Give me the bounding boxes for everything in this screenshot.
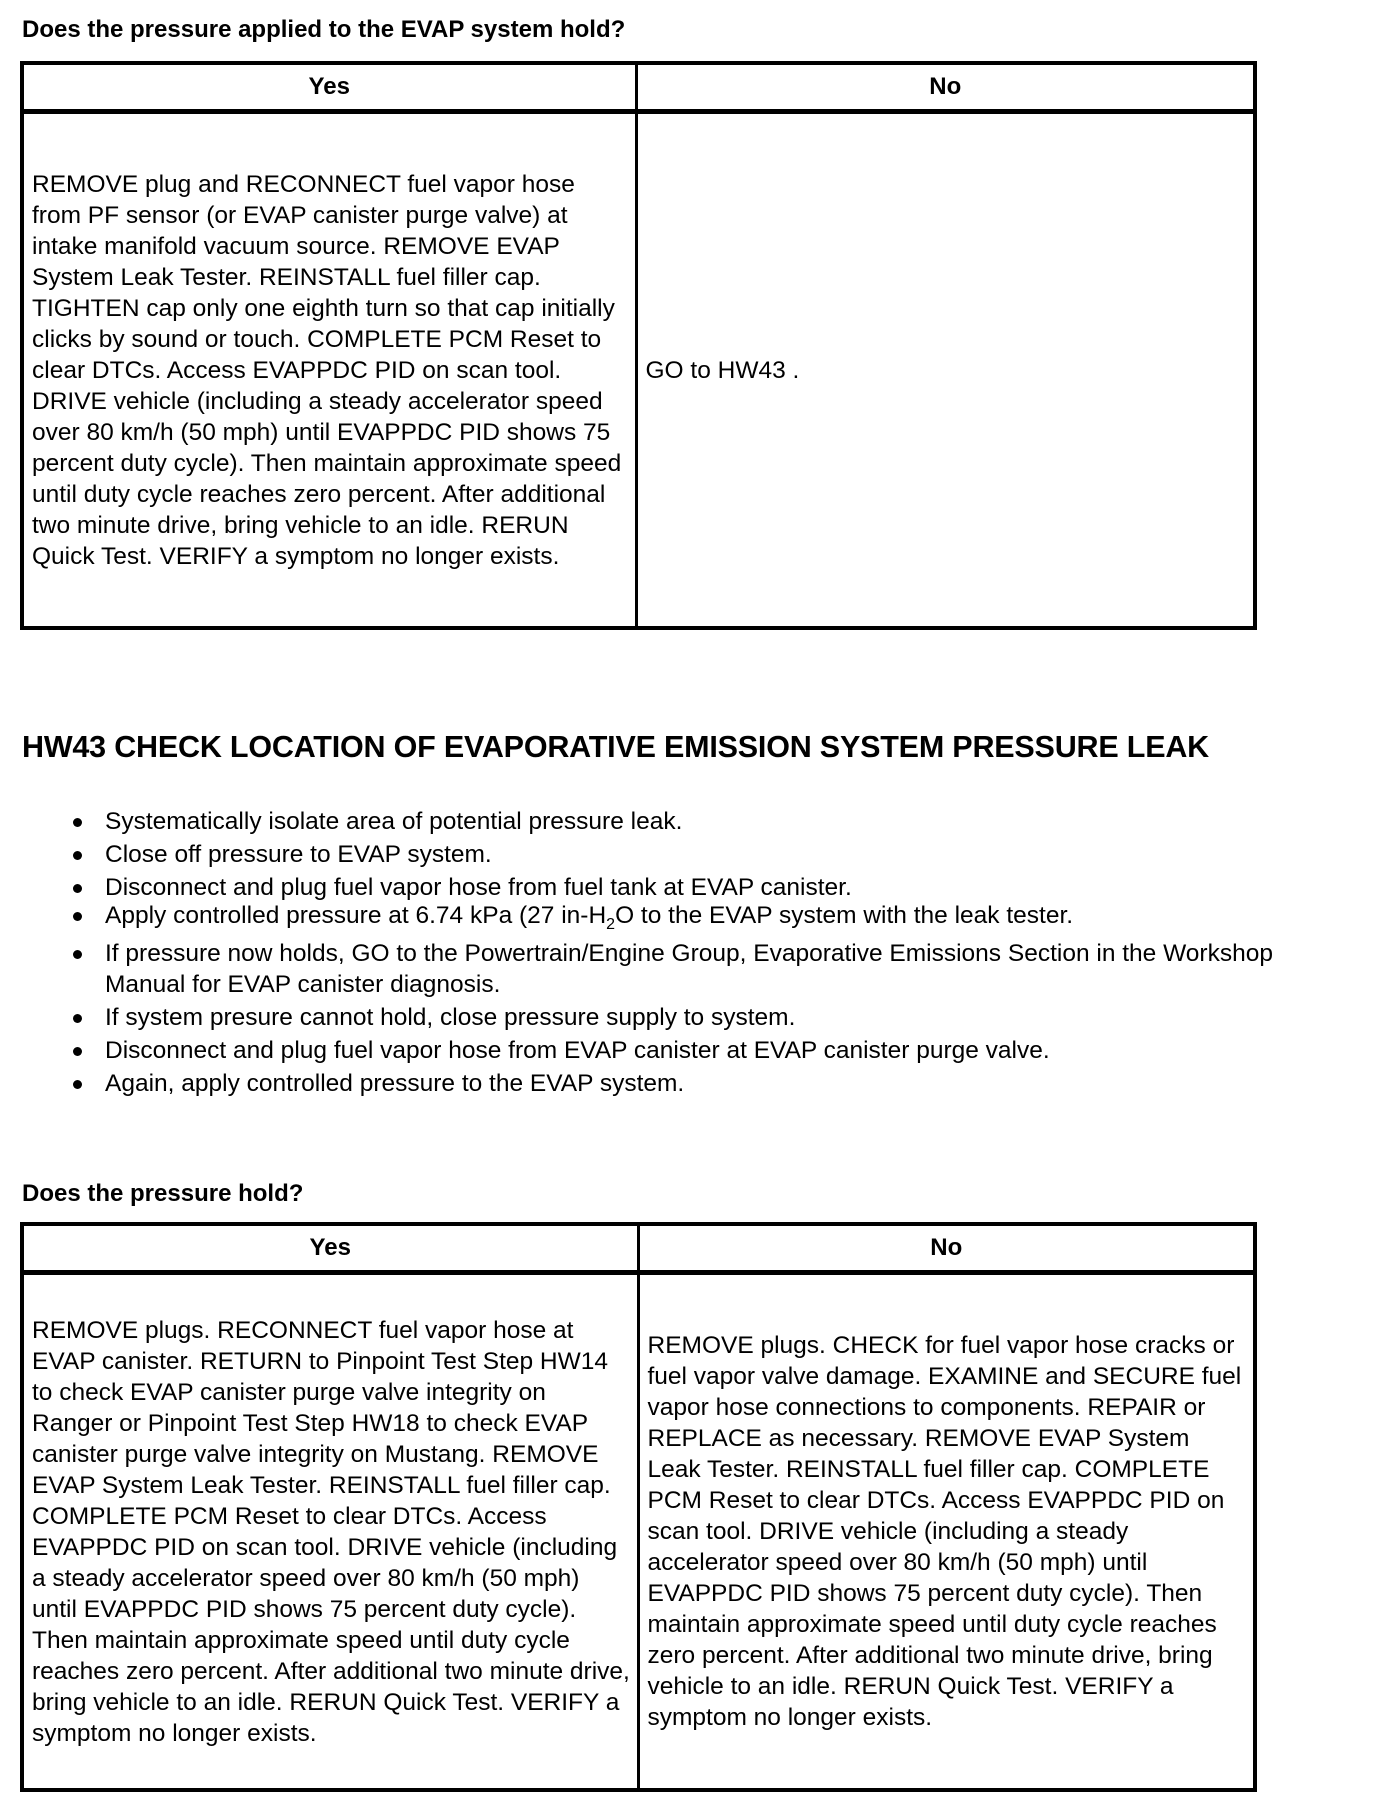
subscript-2: 2 (606, 916, 616, 933)
column-header-yes: Yes (22, 1224, 638, 1273)
list-item: If pressure now holds, GO to the Powertrain/Engine Group, Evaporative Emissions Section in the Workshop Manual for EVAP canister diagnosis. (60, 938, 1350, 1000)
column-header-yes: Yes (22, 63, 636, 112)
decision-table-2 (20, 1222, 1257, 1792)
list-item: Disconnect and plug fuel vapor hose from fuel tank at EVAP canister. (60, 872, 1350, 903)
no-action-cell: REMOVE plugs. CHECK for fuel vapor hose cracks or fuel vapor valve damage. EXAMINE and SECURE fuel vapor hose connections to components. REPAIR or REPLACE as necessary. REMOVE EVAP System Leak Tester. REINSTALL fuel filler cap. COMPLETE PCM Reset to clear DTCs. Access EVAPPDC PID on scan tool. DRIVE vehicle (including a steady accelerator speed over 80 km/h (50 mph) until EVAPPDC PID shows 75 percent duty cycle). Then maintain approximate speed until duty cycle reaches zero percent. After additional two minute drive, bring vehicle to an idle. RERUN Quick Test. VERIFY a symptom no longer exists. (638, 1273, 1255, 1791)
table-header-row (22, 1224, 1255, 1273)
table-header-row (22, 63, 1255, 112)
bullet-icon (73, 851, 82, 860)
bullet-icon (73, 884, 82, 893)
section-heading-hw43: HW43 CHECK LOCATION OF EVAPORATIVE EMISSION SYSTEM PRESSURE LEAK (22, 730, 1209, 764)
list-item: If system presure cannot hold, close pressure supply to system. (60, 1002, 1350, 1033)
bullet-icon (73, 1014, 82, 1023)
bullet-icon (73, 912, 82, 921)
column-header-no: No (636, 63, 1255, 112)
bullet-icon (73, 1080, 82, 1089)
bullet-icon (73, 950, 82, 959)
list-item: Close off pressure to EVAP system. (60, 839, 1350, 870)
question-pressure-hold: Does the pressure hold? (22, 1180, 304, 1207)
procedure-step-list (60, 806, 1350, 1099)
list-item: Disconnect and plug fuel vapor hose from EVAP canister at EVAP canister purge valve. (60, 1035, 1350, 1066)
list-item: Again, apply controlled pressure to the EVAP system. (60, 1068, 1350, 1099)
list-item: Systematically isolate area of potential pressure leak. (60, 806, 1350, 837)
yes-action-cell: REMOVE plug and RECONNECT fuel vapor hose from PF sensor (or EVAP canister purge valve) at intake manifold vacuum source. REMOVE EVAP System Leak Tester. REINSTALL fuel filler cap. TIGHTEN cap only one eighth turn so that cap initially clicks by sound or touch. COMPLETE PCM Reset to clear DTCs. Access EVAPPDC PID on scan tool. DRIVE vehicle (including a steady accelerator speed over 80 km/h (50 mph) until EVAPPDC PID shows 75 percent duty cycle). Then maintain approximate speed until duty cycle reaches zero percent. After additional two minute drive, bring vehicle to an idle. RERUN Quick Test. VERIFY a symptom no longer exists. (22, 112, 636, 629)
bullet-icon (73, 818, 82, 827)
table-row (22, 1273, 1255, 1791)
yes-action-cell: REMOVE plugs. RECONNECT fuel vapor hose at EVAP canister. RETURN to Pinpoint Test Step HW14 to check EVAP canister purge valve integrity on Ranger or Pinpoint Test Step HW18 to check EVAP canister purge valve integrity on Mustang. REMOVE EVAP System Leak Tester. REINSTALL fuel filler cap. COMPLETE PCM Reset to clear DTCs. Access EVAPPDC PID on scan tool. DRIVE vehicle (including a steady accelerator speed over 80 km/h (50 mph) until EVAPPDC PID shows 75 percent duty cycle). Then maintain approximate speed until duty cycle reaches zero percent. After additional two minute drive, bring vehicle to an idle. RERUN Quick Test. VERIFY a symptom no longer exists. (22, 1273, 638, 1791)
question-pressure-applied: Does the pressure applied to the EVAP system hold? (22, 16, 626, 43)
column-header-no: No (638, 1224, 1255, 1273)
bullet-icon (73, 1047, 82, 1056)
no-action-cell: GO to HW43 . (636, 112, 1255, 629)
decision-table-1 (20, 61, 1257, 630)
table-row (22, 112, 1255, 629)
list-item: Apply controlled pressure at 6.74 kPa (27 $in-H_2O$ to the EVAP system with the leak tester. (60, 900, 1350, 931)
